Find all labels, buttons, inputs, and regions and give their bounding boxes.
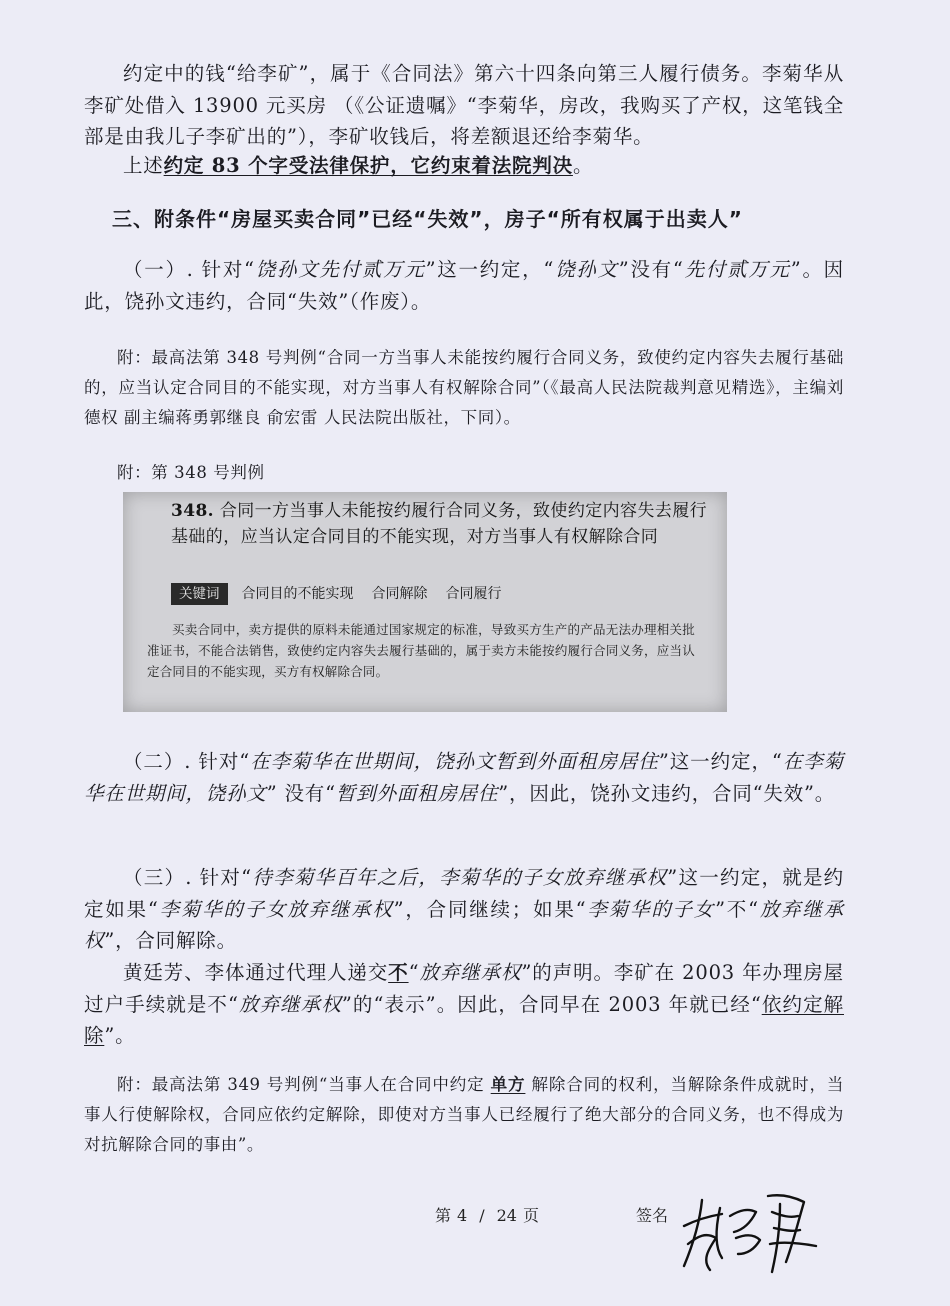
sec1-text-1: （一）. 针对“ xyxy=(123,258,255,281)
note-case-348-label: 附：第 348 号判例 xyxy=(117,463,265,482)
sec3-quote-4: 放弃继承权 xyxy=(84,897,844,952)
sec2-quote-2: 在李菊华在世期间，饶孙文 xyxy=(84,750,844,805)
excerpt-body: 买卖合同中，卖方提供的原料未能通过国家规定的标准，导致买方生产的产品无法办理相关批准证书，不能合法销售，致使约定内容失去履行基础的，属于卖方未能按约履行合同义务，应当认定合同目的不能实现，买方有权解除合同。 xyxy=(147,622,695,679)
sec1-quote-3: 先付贰万元 xyxy=(683,258,791,281)
page-total: 24 xyxy=(496,1206,517,1225)
sec3b-quote-1: 放弃继承权 xyxy=(419,961,522,984)
sec2-quote-3: 暂到外面租房居住 xyxy=(335,781,499,805)
sec3-text-1: （三）. 针对“ xyxy=(123,866,252,889)
paragraph-legal-protection xyxy=(84,150,844,182)
sec1-quote-2: 饶孙文 xyxy=(554,258,619,281)
sec3b-underlined: 依约定解除 xyxy=(84,992,844,1047)
excerpt-keywords xyxy=(171,583,520,605)
sec3b-quote-2: 放弃继承权 xyxy=(238,992,342,1016)
page-prefix: 第 xyxy=(435,1206,452,1225)
sec3b-text-4: ”的“表示”。因此，合同早在 2003 年就已经“ xyxy=(341,992,762,1016)
page-separator: / xyxy=(479,1206,485,1225)
note-case-348: 附：最高法第 348 号判例“合同一方当事人未能按约履行合同义务，致使约定内容失去履行基础的，应当认定合同目的不能实现，对方当事人有权解除合同”（《最高人民法院裁判意见精选》，主编刘德权 副主编蒋勇郭继良 俞宏雷 人民法院出版社，下同）。 xyxy=(84,348,844,427)
sec3-text-4: ”不“ xyxy=(715,897,759,921)
section-three-continued xyxy=(84,957,844,1052)
sec3b-text-2: “ xyxy=(408,961,420,984)
paragraph-debt-performance: 约定中的钱“给李矿”，属于《合同法》第六十四条向第三人履行债务。李菊华从李矿处借入 13900 元买房 （《公证遗嘱》“李菊华，房改，我购买了产权，这笔钱全部是由我儿子李矿出的”），李矿收钱后，将差额退还给李菊华。 xyxy=(84,62,844,148)
sec1-text-4: ”。因此，饶孙文违约，合同“失效”（作废）。 xyxy=(84,258,844,313)
sec1-text-3: ”没有“ xyxy=(618,258,684,281)
note3-text-2: 解除合同的权利，当解除条件成就时，当事人行使解除权，合同应依约定解除，即使对方当事人已经履行了绝大部分的合同义务，也不得成为对抗解除合同的事由”。 xyxy=(84,1075,844,1154)
note3-emphasis: 单方 xyxy=(490,1075,526,1094)
sec3-quote-3: 李菊华的子女 xyxy=(586,897,716,921)
excerpt-case-number: 348. xyxy=(171,501,215,521)
sec3b-text-5: ”。 xyxy=(104,1024,136,1047)
section-three-paragraph xyxy=(84,862,844,957)
keyword-badge: 关键词 xyxy=(171,583,228,605)
sec3-quote-2: 李菊华的子女放弃继承权 xyxy=(158,897,394,921)
excerpt-title xyxy=(171,498,719,550)
keyword-item: 合同履行 xyxy=(445,586,502,602)
para2-prefix: 上述 xyxy=(123,154,164,177)
sec2-text-4: ”，因此，饶孙文违约，合同“失效”。 xyxy=(498,781,836,805)
section-two-paragraph xyxy=(84,746,844,809)
sec2-quote-1: 在李菊华在世期间，饶孙文暂到外面租房居住 xyxy=(250,750,659,773)
sec3-text-2: ”这一约定，就是约定如果“ xyxy=(84,866,844,921)
sec2-text-1: （二）. 针对“ xyxy=(123,750,251,773)
page-number xyxy=(435,1203,539,1226)
para2-emphasis: 约定 83 个字受法律保护，它约束着法院判决 xyxy=(163,154,573,177)
excerpt-title-text: 合同一方当事人未能按约履行合同义务，致使约定内容失去履行基础的，应当认定合同目的不能实现，对方当事人有权解除合同 xyxy=(171,501,708,547)
keyword-item: 合同目的不能实现 xyxy=(241,586,354,602)
note3-text-1: 附：最高法第 349 号判例“当事人在合同中约定 xyxy=(117,1075,491,1094)
signature-label: 签名 xyxy=(636,1206,669,1225)
keyword-item: 合同解除 xyxy=(371,586,428,602)
section-three-heading: 三、附条件“房屋买卖合同”已经“失效”，房子“所有权属于出卖人” xyxy=(112,207,743,231)
handwritten-signature xyxy=(676,1186,826,1276)
page-suffix: 页 xyxy=(522,1206,539,1225)
para2-suffix: 。 xyxy=(572,154,594,177)
case-348-book-excerpt xyxy=(123,492,727,712)
sec2-text-2: ”这一约定，“ xyxy=(658,750,783,773)
sec3-text-3: ”，合同继续；如果“ xyxy=(393,897,587,921)
sec3-text-5: ”，合同解除。 xyxy=(104,929,237,952)
page-current: 4 xyxy=(457,1206,468,1225)
sec3-quote-1: 待李菊华百年之后，李菊华的子女放弃继承权 xyxy=(251,866,668,889)
sec3b-emphasis-not: 不 xyxy=(388,961,409,984)
sec1-text-2: ”这一约定，“ xyxy=(425,258,555,281)
note-case-349 xyxy=(84,1070,844,1160)
sec1-quote-1: 饶孙文先付贰万元 xyxy=(254,258,426,281)
sec3b-text-1: 黄廷芳、李体通过代理人递交 xyxy=(123,961,389,984)
sec2-text-3: ” 没有“ xyxy=(266,781,336,805)
sec3b-text-3: ”的声明。李矿在 2003 年办理房屋过户手续就是不“ xyxy=(84,961,844,1016)
section-one-paragraph xyxy=(84,254,844,317)
